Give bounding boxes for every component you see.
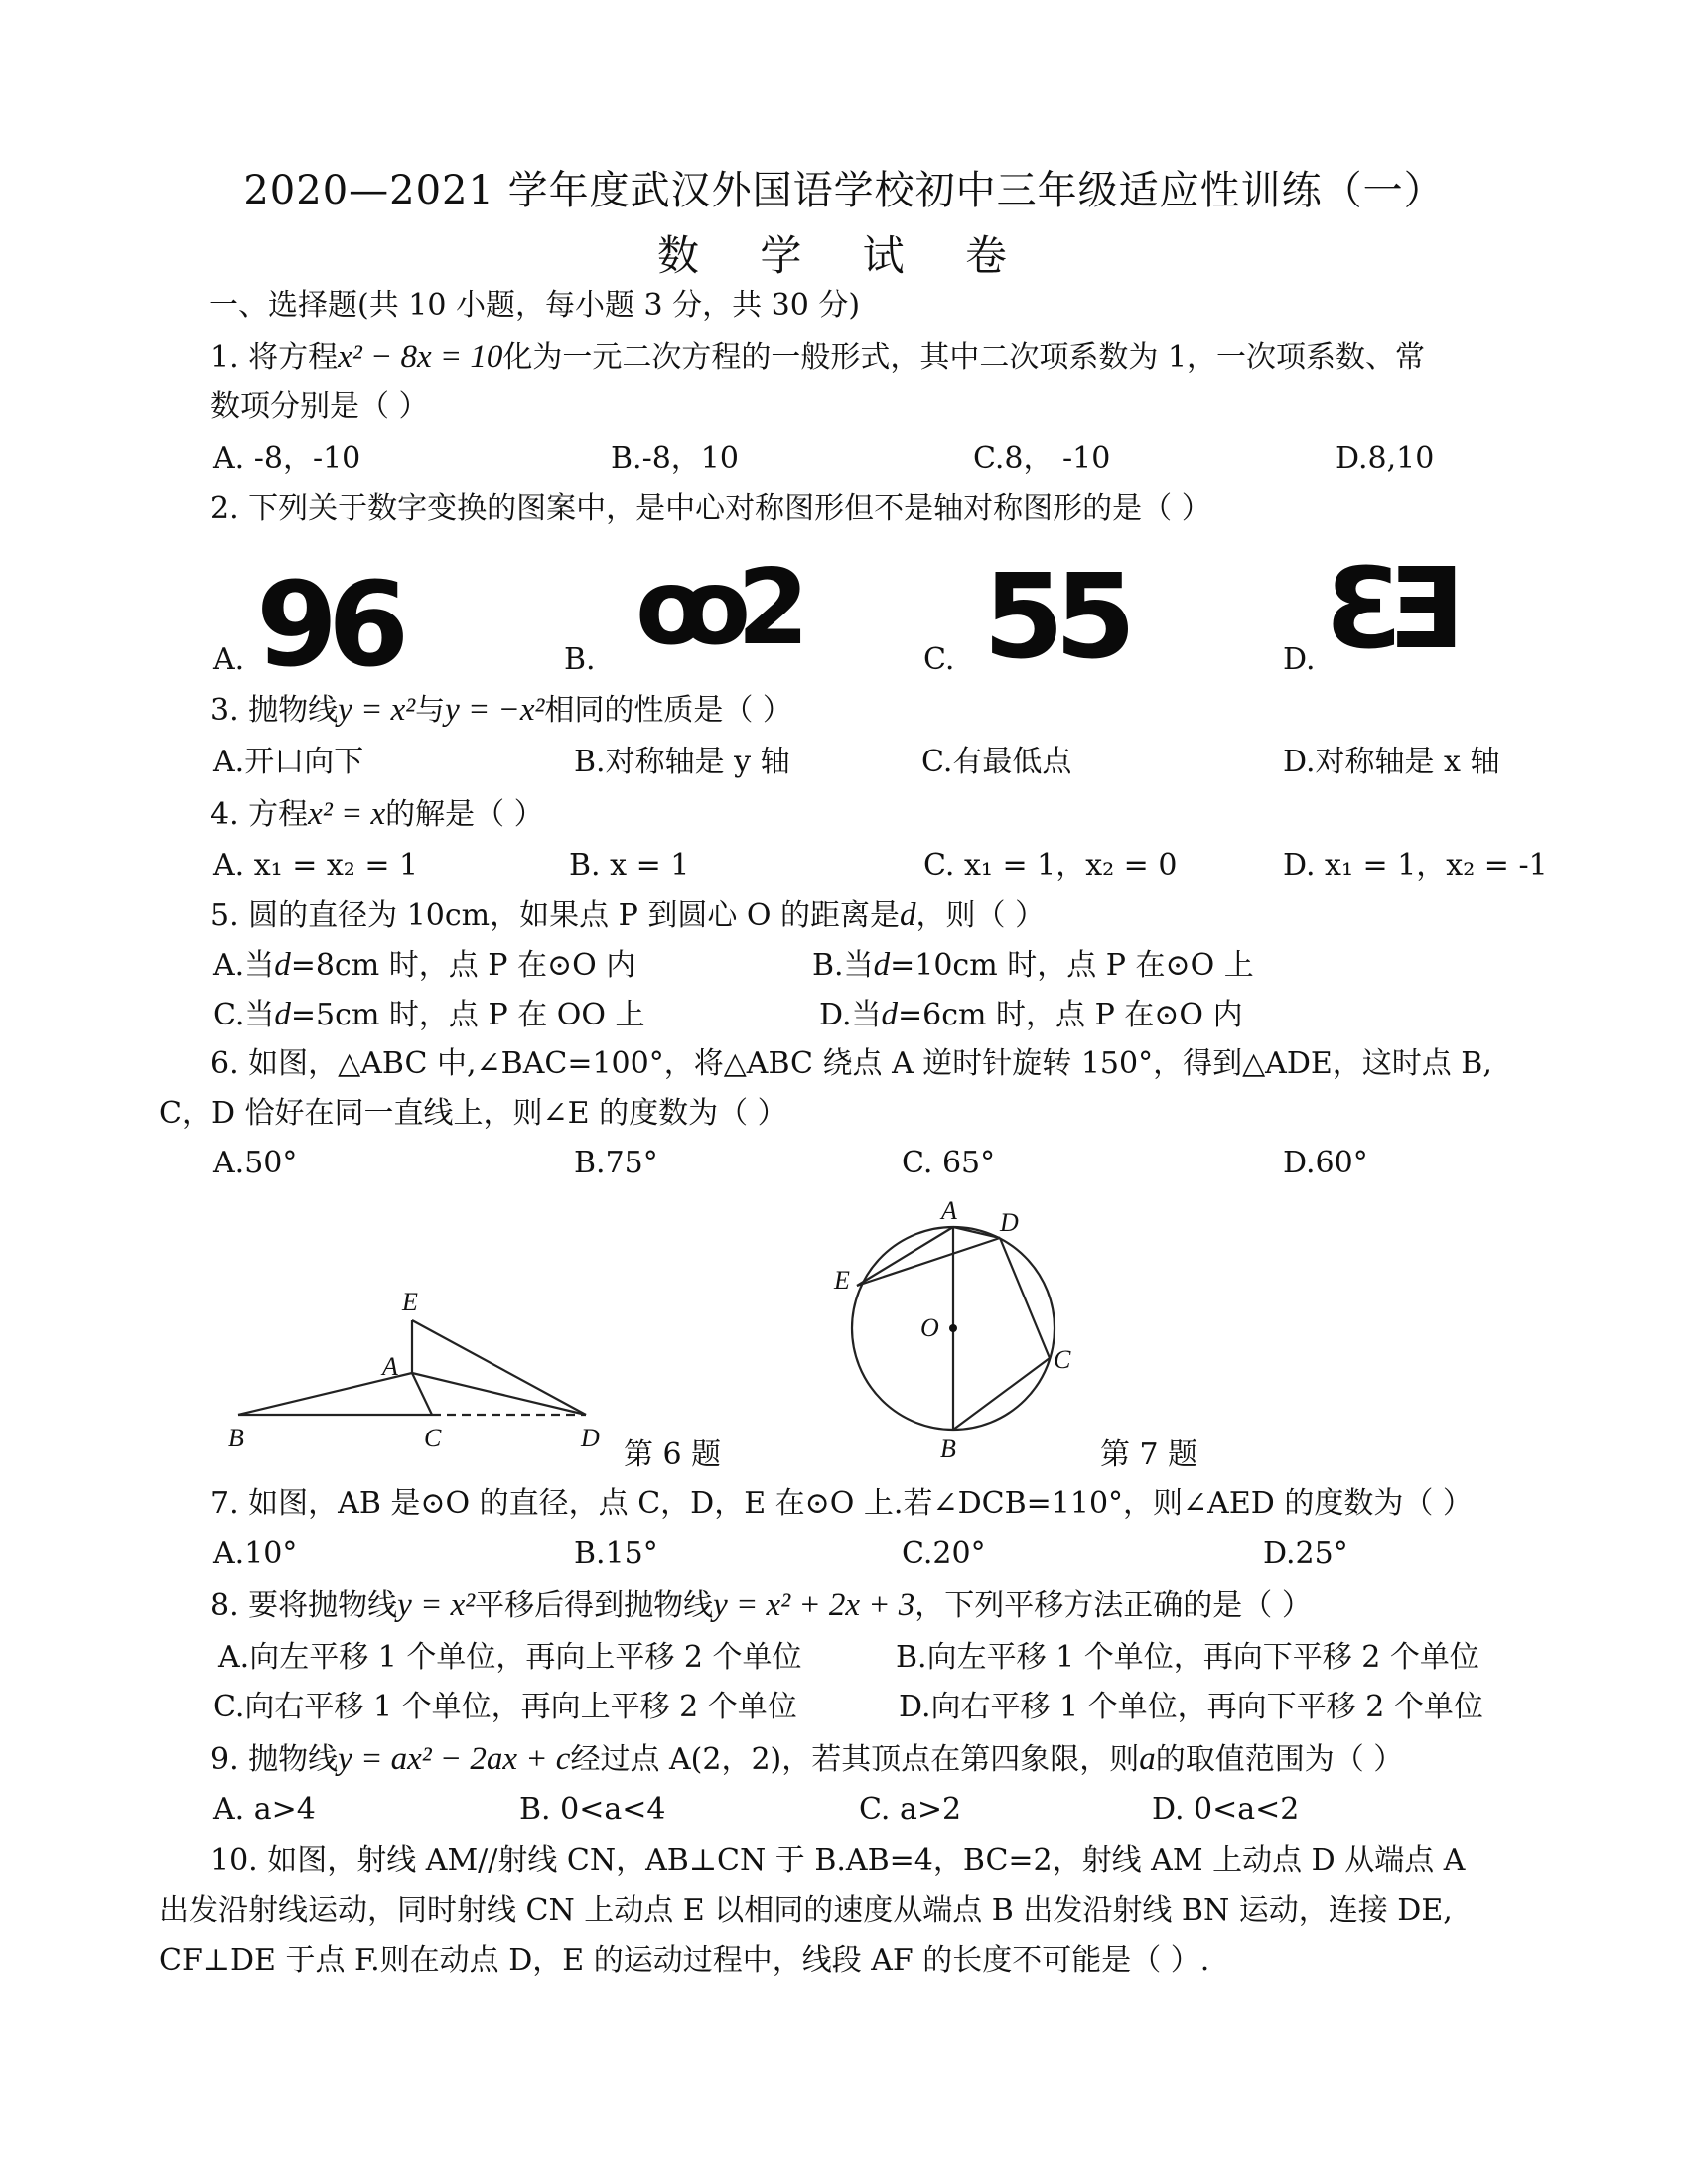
question-3: 3. 抛物线y = x²与y = −x²相同的性质是（ ） (211, 692, 792, 728)
q2-option-b-glyph: ꝏ2 (635, 547, 796, 668)
q3-option-a[interactable]: A.开口向下 (213, 745, 364, 779)
q3-option-c[interactable]: C.有最低点 (921, 745, 1072, 779)
q3-equation-2: y = −x² (445, 692, 545, 728)
q7-label-C: C (1054, 1345, 1071, 1374)
q7-option-d[interactable]: D.25° (1263, 1536, 1348, 1570)
q2-option-c-glyph: 55 (983, 548, 1127, 685)
question-7: 7. 如图，AB 是⊙O 的直径，点 C，D，E 在⊙O 上.若∠DCB=110°，则∠AED 的度数为（ ） (211, 1486, 1473, 1521)
q7-circle-figure (829, 1191, 1087, 1474)
question-10-line-3: CF⊥DE 于点 F.则在动点 D，E 的运动过程中，线段 AF 的长度不可能是（ ）. (159, 1943, 1210, 1978)
q8-option-c[interactable]: C.向右平移 1 个单位，再向上平移 2 个单位 (213, 1690, 797, 1724)
q6-option-a[interactable]: A.50° (213, 1146, 298, 1180)
q1-option-b[interactable]: B.-8，10 (611, 441, 739, 476)
q6-label-A: A (382, 1352, 398, 1381)
q8-equation-1: y = x² (397, 1587, 476, 1623)
q9-option-c[interactable]: C. a>2 (859, 1792, 962, 1827)
q2-option-b-label[interactable]: B. (564, 642, 596, 677)
question-10-line-2: 出发沿射线运动，同时射线 CN 上动点 E 以相同的速度从端点 B 出发沿射线 BN 运动，连接 DE, (159, 1893, 1453, 1928)
question-1-line-2: 数项分别是（ ） (211, 389, 429, 424)
q7-label-E: E (834, 1266, 850, 1295)
q5-option-d[interactable]: D.当d=6cm 时，点 P 在⊙O 内 (819, 997, 1243, 1032)
q5-option-a[interactable]: A.当d=8cm 时，点 P 在⊙O 内 (213, 947, 636, 983)
q7-option-a[interactable]: A.10° (213, 1536, 298, 1570)
question-4: 4. 方程x² = x的解是（ ） (211, 796, 544, 832)
section-heading: 一、选择题(共 10 小题，每小题 3 分，共 30 分) (209, 288, 861, 323)
q6-option-d[interactable]: D.60° (1283, 1146, 1368, 1180)
q6-triangle-figure (223, 1276, 621, 1459)
q6-figure-caption: 第 6 题 (624, 1437, 722, 1472)
question-2: 2. 下列关于数字变换的图案中，是中心对称图形但不是轴对称图形的是（ ） (211, 491, 1211, 526)
q8-option-b[interactable]: B.向左平移 1 个单位，再向下平移 2 个单位 (896, 1640, 1479, 1675)
q7-label-A: A (941, 1196, 957, 1225)
q2-option-d-glyph: ƐƎ (1326, 545, 1448, 674)
question-10-line-1: 10. 如图，射线 AM//射线 CN，AB⊥CN 于 B.AB=4，BC=2，射线 AM 上动点 D 从端点 A (211, 1843, 1466, 1878)
exam-subtitle: 数 学 试 卷 (656, 231, 1032, 280)
segment-ED (857, 1238, 1000, 1286)
q7-label-B: B (940, 1434, 956, 1463)
q7-option-c[interactable]: C.20° (902, 1536, 986, 1570)
q9-option-a[interactable]: A. a>4 (213, 1792, 316, 1827)
q1-equation: x² − 8x = 10 (338, 340, 503, 375)
q4-option-b[interactable]: B. x = 1 (569, 848, 690, 883)
q6-label-B: B (228, 1424, 244, 1452)
question-6-line-2: C，D 恰好在同一直线上，则∠E 的度数为（ ） (159, 1096, 787, 1131)
segment-CB (953, 1358, 1050, 1430)
segment-AC (412, 1373, 432, 1415)
question-6-line-1: 6. 如图，△ABC 中,∠BAC=100°，将△ABC 绕点 A 逆时针旋转 150°，得到△ADE，这时点 B, (211, 1046, 1492, 1081)
q2-option-d-label[interactable]: D. (1283, 642, 1316, 677)
question-5: 5. 圆的直径为 10cm，如果点 P 到圆心 O 的距离是d，则（ ） (211, 897, 1046, 933)
q5-option-b[interactable]: B.当d=10cm 时，点 P 在⊙O 上 (812, 947, 1254, 983)
q5-option-c[interactable]: C.当d=5cm 时，点 P 在 OO 上 (213, 997, 645, 1032)
q3-option-b[interactable]: B.对称轴是 y 轴 (574, 745, 790, 779)
q4-option-c[interactable]: C. x₁ = 1，x₂ = 0 (923, 848, 1178, 883)
q4-option-a[interactable]: A. x₁ = x₂ = 1 (213, 848, 419, 883)
q6-label-E: E (402, 1288, 418, 1316)
q8-option-d[interactable]: D.向右平移 1 个单位，再向下平移 2 个单位 (899, 1690, 1483, 1724)
exam-title: 2020—2021 学年度武汉外国语学校初中三年级适应性训练（一） (243, 168, 1445, 213)
q7-label-D: D (1000, 1208, 1019, 1237)
q7-label-O: O (920, 1313, 939, 1342)
q6-option-c[interactable]: C. 65° (902, 1146, 996, 1180)
q8-option-a[interactable]: A.向左平移 1 个单位，再向上平移 2 个单位 (218, 1640, 802, 1675)
center-dot (949, 1324, 957, 1332)
q2-option-c-label[interactable]: C. (923, 642, 955, 677)
segment-ED (412, 1320, 586, 1415)
q8-equation-2: y = x² + 2x + 3 (713, 1587, 915, 1623)
segment-AD (412, 1373, 586, 1415)
question-1-line-1: 1. 将方程x² − 8x = 10化为一元二次方程的一般形式，其中二次项系数为 1，一次项系数、常 (211, 340, 1426, 375)
q1-option-c[interactable]: C.8， -10 (973, 441, 1111, 476)
q3-equation-1: y = x² (338, 692, 416, 728)
question-8: 8. 要将抛物线y = x²平移后得到抛物线y = x² + 2x + 3，下列平移方法正确的是（ ） (211, 1587, 1312, 1623)
q7-option-b[interactable]: B.15° (574, 1536, 658, 1570)
q6-label-D: D (581, 1424, 600, 1452)
segment-AE (857, 1227, 953, 1286)
q7-figure-caption: 第 7 题 (1100, 1437, 1198, 1472)
q4-option-d[interactable]: D. x₁ = 1，x₂ = -1 (1283, 848, 1548, 883)
q4-equation: x² = x (308, 796, 386, 832)
q9-option-b[interactable]: B. 0<a<4 (519, 1792, 666, 1827)
q2-option-a-glyph: 96 (256, 556, 400, 693)
q6-label-C: C (424, 1424, 442, 1452)
q6-option-b[interactable]: B.75° (574, 1146, 658, 1180)
q3-option-d[interactable]: D.对称轴是 x 轴 (1283, 745, 1500, 779)
q9-option-d[interactable]: D. 0<a<2 (1152, 1792, 1300, 1827)
q1-option-a[interactable]: A. -8，-10 (213, 441, 361, 476)
q1-option-d[interactable]: D.8,10 (1336, 441, 1435, 476)
question-9: 9. 抛物线y = ax² − 2ax + c经过点 A(2，2)，若其顶点在第四象限，则a的取值范围为（ ） (211, 1741, 1404, 1777)
q9-equation: y = ax² − 2ax + c (338, 1741, 571, 1777)
q2-option-a-label[interactable]: A. (213, 642, 245, 677)
